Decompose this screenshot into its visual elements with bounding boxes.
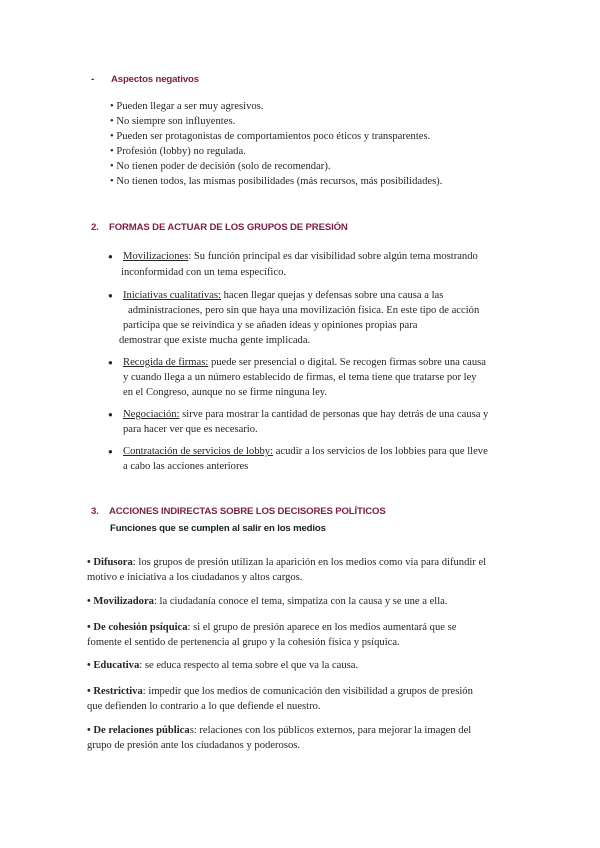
term: Recogida de firmas: (123, 357, 209, 368)
term: • Restrictiva (87, 686, 143, 697)
bullet-icon: ● (108, 291, 113, 300)
term: • Movilizadora (87, 596, 154, 607)
list-item-line: motivo e iniciativa a los ciudadanos y altos cargos. (87, 572, 303, 583)
list-item-line: que defienden lo contrario a lo que defiende el nuestro. (87, 701, 321, 712)
term: Negociación: (123, 409, 180, 420)
list-item: • Pueden ser protagonistas de comportamientos poco éticos y transparentes. (110, 131, 431, 142)
term: • Difusora (87, 557, 133, 568)
term: • Educativa (87, 660, 140, 671)
list-item-line: demostrar que existe mucha gente implicada. (119, 335, 311, 346)
list-item: • No siempre son influyentes. (110, 116, 236, 127)
list-item-line: grupo de presión ante los ciudadanos y poderosos. (87, 740, 301, 751)
term: • De relaciones pública (87, 725, 190, 736)
list-item: Movilizaciones: Su función principal es dar visibilidad sobre algún tema mostrando (123, 251, 478, 262)
list-item-line: y cuando llega a un número establecido de firmas, el tema tiene que tratarse por ley (123, 372, 477, 383)
term: Contratación de servicios de lobby: (123, 446, 274, 457)
bullet-icon: ● (108, 410, 113, 419)
list-item: Contratación de servicios de lobby: acudir a los servicios de los lobbies para que lleve (123, 446, 488, 457)
list-item: Iniciativas cualitativas: hacen llegar quejas y defensas sobre una causa a las (123, 290, 444, 301)
list-item-line: inconformidad con un tema específico. (121, 267, 287, 278)
list-item: • De cohesión psíquica: si el grupo de presión aparece en los medios aumentará que se (87, 622, 457, 633)
heading-aspectos-negativos: Aspectos negativos (111, 74, 199, 85)
heading-formas-actuar: FORMAS DE ACTUAR DE LOS GRUPOS DE PRESIÓN (109, 222, 348, 233)
list-item-line: para hacer ver que es necesario. (123, 424, 258, 435)
subheading-funciones: Funciones que se cumplen al salir en los medios (110, 523, 326, 534)
list-item: • No tienen poder de decisión (solo de recomendar). (110, 161, 331, 172)
list-item: • Difusora: los grupos de presión utilizan la aparición en los medios como via para difundir el (87, 557, 487, 568)
list-item: • Profesión (lobby) no regulada. (110, 146, 246, 157)
list-item: Recogida de firmas: puede ser presencial o digital. Se recogen firmas sobre una causa (123, 357, 486, 368)
bullet-icon: ● (108, 252, 113, 261)
list-item-line: a cabo las acciones anteriores (123, 461, 249, 472)
term: Iniciativas cualitativas: (123, 290, 221, 301)
list-item: Negociación: sirve para mostrar la cantidad de personas que hay detrás de una causa y (123, 409, 489, 420)
list-item: • Movilizadora: la ciudadanía conoce el tema, simpatiza con la causa y se une a ella. (87, 596, 448, 607)
list-item: • Educativa: se educa respecto al tema sobre el que va la causa. (87, 660, 359, 671)
list-item: • No tienen todos, las mismas posibilidades (más recursos, más posibilidades). (110, 176, 443, 187)
list-item: • Pueden llegar a ser muy agresivos. (110, 101, 264, 112)
term: Movilizaciones (123, 251, 189, 262)
list-item-line: administraciones, pero sin que haya una movilización física. En este tipo de acción (128, 305, 480, 316)
list-item: • Restrictiva: impedir que los medios de comunicación den visibilidad a grupos de presión (87, 686, 473, 697)
list-item: • De relaciones públicas: relaciones con los públicos externos, para mejorar la imagen del (87, 725, 472, 736)
heading-acciones-indirectas: ACCIONES INDIRECTAS SOBRE LOS DECISORES POLÍTICOS (109, 506, 386, 517)
term: • De cohesión psíquica (87, 622, 188, 633)
list-item-line: participa que se reivindica y se añaden ideas y opiniones propias para (123, 320, 418, 331)
bullet-icon: ● (108, 447, 113, 456)
section-number: 2. (91, 222, 99, 233)
list-item-line: fomente el sentido de pertenencia al grupo y la cohesión física y psíquica. (87, 637, 400, 648)
section-dash: - (91, 73, 95, 85)
section-number: 3. (91, 506, 99, 517)
bullet-icon: ● (108, 358, 113, 367)
list-item-line: en el Congreso, aunque no se firme ninguna ley. (123, 387, 328, 398)
